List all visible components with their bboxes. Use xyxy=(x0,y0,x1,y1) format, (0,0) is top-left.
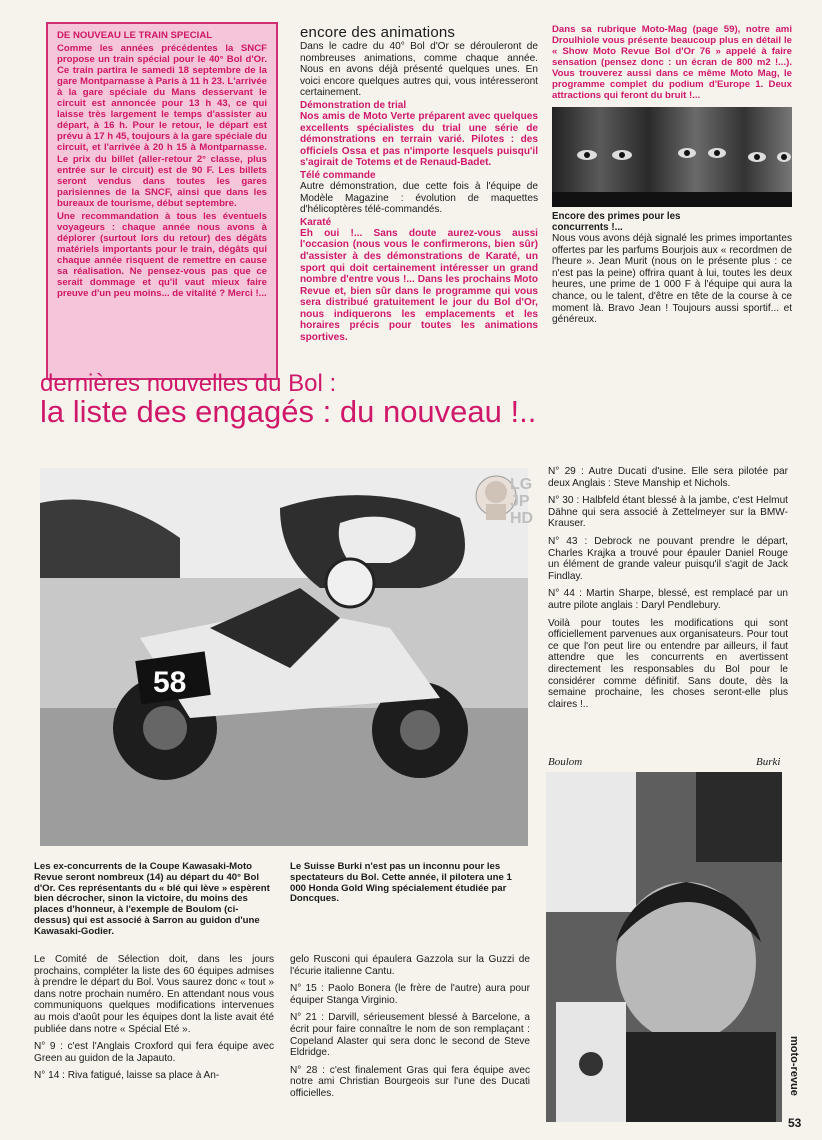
animations-intro: Dans le cadre du 40° Bol d'Or se dérouleront de nombreuses animations, comme chaque année. Nous en avons déjà présenté quelques unes. En voici encore quelques autres qui, vous intéresseront certainement. xyxy=(300,41,538,99)
faces-illustration xyxy=(552,107,792,207)
karate-title: Karaté xyxy=(300,216,332,228)
entry-14-continued: gelo Rusconi qui épaulera Gazzola sur la Guzzi de l'écurie italienne Cantu. xyxy=(290,954,530,977)
watermark-badge xyxy=(466,464,546,540)
tele-title: Télé commande xyxy=(300,169,376,181)
karate-text: Eh oui !... Sans doute aurez-vous aussi l'occasion (nous vous le confirmerons, bien sûr) d'assister à des démonstrations de Karaté, un sport qui doit certainement intéresser un grand nombre d'entre vous !... Dans les prochains Moto Revue et, bien sûr dans le programme qui vous sera distribué gratuitement le jour du Bol d'Or, nous indiquerons les emplacements et les horaires précis pour toutes les animations sportives. xyxy=(300,227,538,344)
entry-9: N° 9 : c'est l'Anglais Croxford qui fera équipe avec Green au guidon de la Japauto. xyxy=(34,1041,274,1064)
headline-line-1: dernières nouvelles du Bol : xyxy=(40,370,337,397)
motomag-text: Dans sa rubrique Moto-Mag (page 59), notre ami Droulhiole vous présente beaucoup plus en détail le « Show Moto Revue Bol d'Or 76 » appelé à faire sensation (pensez donc : un écran de 800 m2 !...). Vous trouverez aussi dans ce même Moto Mag, le programme complet du podium d'Europe 1. Deux attractions qui feront du bruit !... xyxy=(552,24,792,101)
primes-title: Encore des primes pour les concurrents !... xyxy=(552,211,681,233)
tele-text: Autre démonstration, due cette fois à l'équipe de Modèle Magazine : évolution de maquettes d'hélicoptères télé-commandés. xyxy=(300,180,538,216)
trial-text: Nos amis de Moto Verte préparent avec quelques excellents spécialistes du trial une série de démonstrations en terrain varié. Pilotes : des officiels Ossa et pas n'importe lesquels puisqu'il s'agirait de Totems et de Renaud-Badet. xyxy=(300,110,538,169)
entry-44: N° 44 : Martin Sharpe, blessé, est remplacé par un autre pilote anglais : Daryl Pendlebury. xyxy=(548,588,788,611)
burki-photo xyxy=(546,772,782,1122)
credit-boulom: Boulom xyxy=(548,756,583,768)
entry-28: N° 28 : c'est finalement Gras qui fera équipe avec notre ami Christian Bourgeois sur l'une des Ducati officielles. xyxy=(290,1064,530,1099)
box-paragraph-1: Comme les années précédentes la SNCF propose un train spécial pour le 40° Bol d'Or. Ce train partira le samedi 18 septembre de la gare Montparnasse à Paris à 11 h 23. L'arrivée à la gare spéciale du Mans desservant le circuit est annoncée pour 13 h 43, ce qui laisse très largement le temps d'assister au départ, à 16 h. Pour le retour, le départ est prévu à 17 h 45, toujours à la gare spéciale du circuit, et l'arrivée à 20 h 15 à Montparnasse. Le prix du billet (aller-retour 2° classe, plus entrée sur le circuit) est de 90 F. Les billets seront vendus dans toutes les gares parisiennes de la SNCF, ainsi que dans les bureaux de tourisme, début septembre. xyxy=(57,43,267,209)
page-number: 53 xyxy=(788,1116,802,1130)
faces-photo xyxy=(552,107,792,207)
entry-29: N° 29 : Autre Ducati d'usine. Elle sera pilotée par deux Anglais : Steve Manship et Nichols. xyxy=(548,466,788,489)
boulom-photo xyxy=(40,468,528,846)
motomag-column xyxy=(552,24,792,326)
primes-text: Nous vous avons déjà signalé les primes importantes offertes par les parfums Bourjois aux « recordmen de l'heure ». Jean Murit (nous on le présente plus : ce n'est pas la peine) offrira quant à lui, toutes les deux heures, une prime de 1 000 F à l'équipe qui aura la chance, ou le talent, d'être en tête de la course à ce moment là. Bravo Jean ! Toujours aussi sportif... et généreux. xyxy=(552,233,792,326)
entries-right-column xyxy=(548,466,788,716)
box-title: DE NOUVEAU LE TRAIN SPECIAL xyxy=(57,30,213,41)
bottom-mid-column xyxy=(290,954,530,1106)
entry-43: N° 43 : Debrock ne pouvant prendre le départ, Charles Krajka a trouvé pour épauler Daniel Rouge un élément de grande valeur puisqu'il s'agit de Jack Findlay. xyxy=(548,535,788,582)
entry-14: N° 14 : Riva fatigué, laisse sa place à An- xyxy=(34,1070,220,1082)
entry-30: N° 30 : Halbfeld étant blessé à la jambe, c'est Helmut Dähne qui sera associé à Zettelmeyer sur la BMW-Krauser. xyxy=(548,495,788,530)
animations-heading: encore des animations xyxy=(300,24,456,41)
rider-portrait-illustration xyxy=(546,772,782,1122)
magazine-name: moto-revue xyxy=(788,1036,800,1096)
credit-burki: Burki xyxy=(756,756,781,768)
animations-column xyxy=(300,24,538,344)
entry-21: N° 21 : Darvill, sérieusement blessé à Barcelone, a écrit pour faire connaître le nom de son remplaçant : Copeland Alaster qui sera donc le second de Steve Eldridge. xyxy=(290,1012,530,1059)
caption-right: Le Suisse Burki n'est pas un inconnu pour les spectateurs du Bol. Cette année, il pilotera une 1 000 Honda Gold Wing spécialement étudiée par Doncques. xyxy=(290,861,512,905)
entries-conclusion: Voilà pour toutes les modifications qui sont officiellement parvenues aux organisateurs. Pour tout ce que l'on peut lire ou entendre par ailleurs, il faut attendre que les concurrents en avertissent directement les responsables du Bol pour le considérer comme définitif. Sans doute, dès la semaine prochaine, les choses seront-elle plus claires !.. xyxy=(548,617,788,710)
selection-committee-text: Le Comité de Sélection doit, dans les jours prochains, compléter la liste des 60 équipes admises à prendre le départ du Bol. Vous saurez donc « tout » dans notre prochain numéro. En attendant nous vous communiquons quelques modifications intervenues au mois d'août pour les équipes dont la liste avait été publiée dans notre « Spécial Eté ». xyxy=(34,954,274,1035)
bottom-left-column xyxy=(34,954,274,1088)
headline-line-2: la liste des engagés : du nouveau !.. xyxy=(40,394,537,429)
bike-number: 58 xyxy=(153,666,187,699)
motorcycle-illustration xyxy=(40,468,528,846)
entry-15: N° 15 : Paolo Bonera (le frère de l'autre) aura pour équiper Stanga Virginio. xyxy=(290,983,530,1006)
watermark-text: LG JP HD xyxy=(510,476,534,527)
box-paragraph-2: Une recommandation à tous les éventuels voyageurs : chaque année nous avons à déplorer (surtout lors du retour) des dégâts matériels importants pour le train, dégâts qui chaque année risquent de remettre en cause sa réalisation. Ne pensez-vous pas que ce serait dommage et qu'il vaut mieux faire preuve d'un peu moins... de vitalité ? Merci !... xyxy=(57,210,267,300)
caption-left: Les ex-concurrents de la Coupe Kawasaki-Moto Revue seront nombreux (14) au départ du 40° Bol d'Or. Ces représentants du « blé qui lève » espèrent bien décrocher, sinon la victoire, du moins des places d'honneur, à l'exemple de Boulom (ci-dessus) qui est associé à Sarron au guidon d'une Kawasaki-Godier. xyxy=(34,861,270,937)
train-special-box xyxy=(46,22,278,380)
trial-title: Démonstration de trial xyxy=(300,99,407,111)
